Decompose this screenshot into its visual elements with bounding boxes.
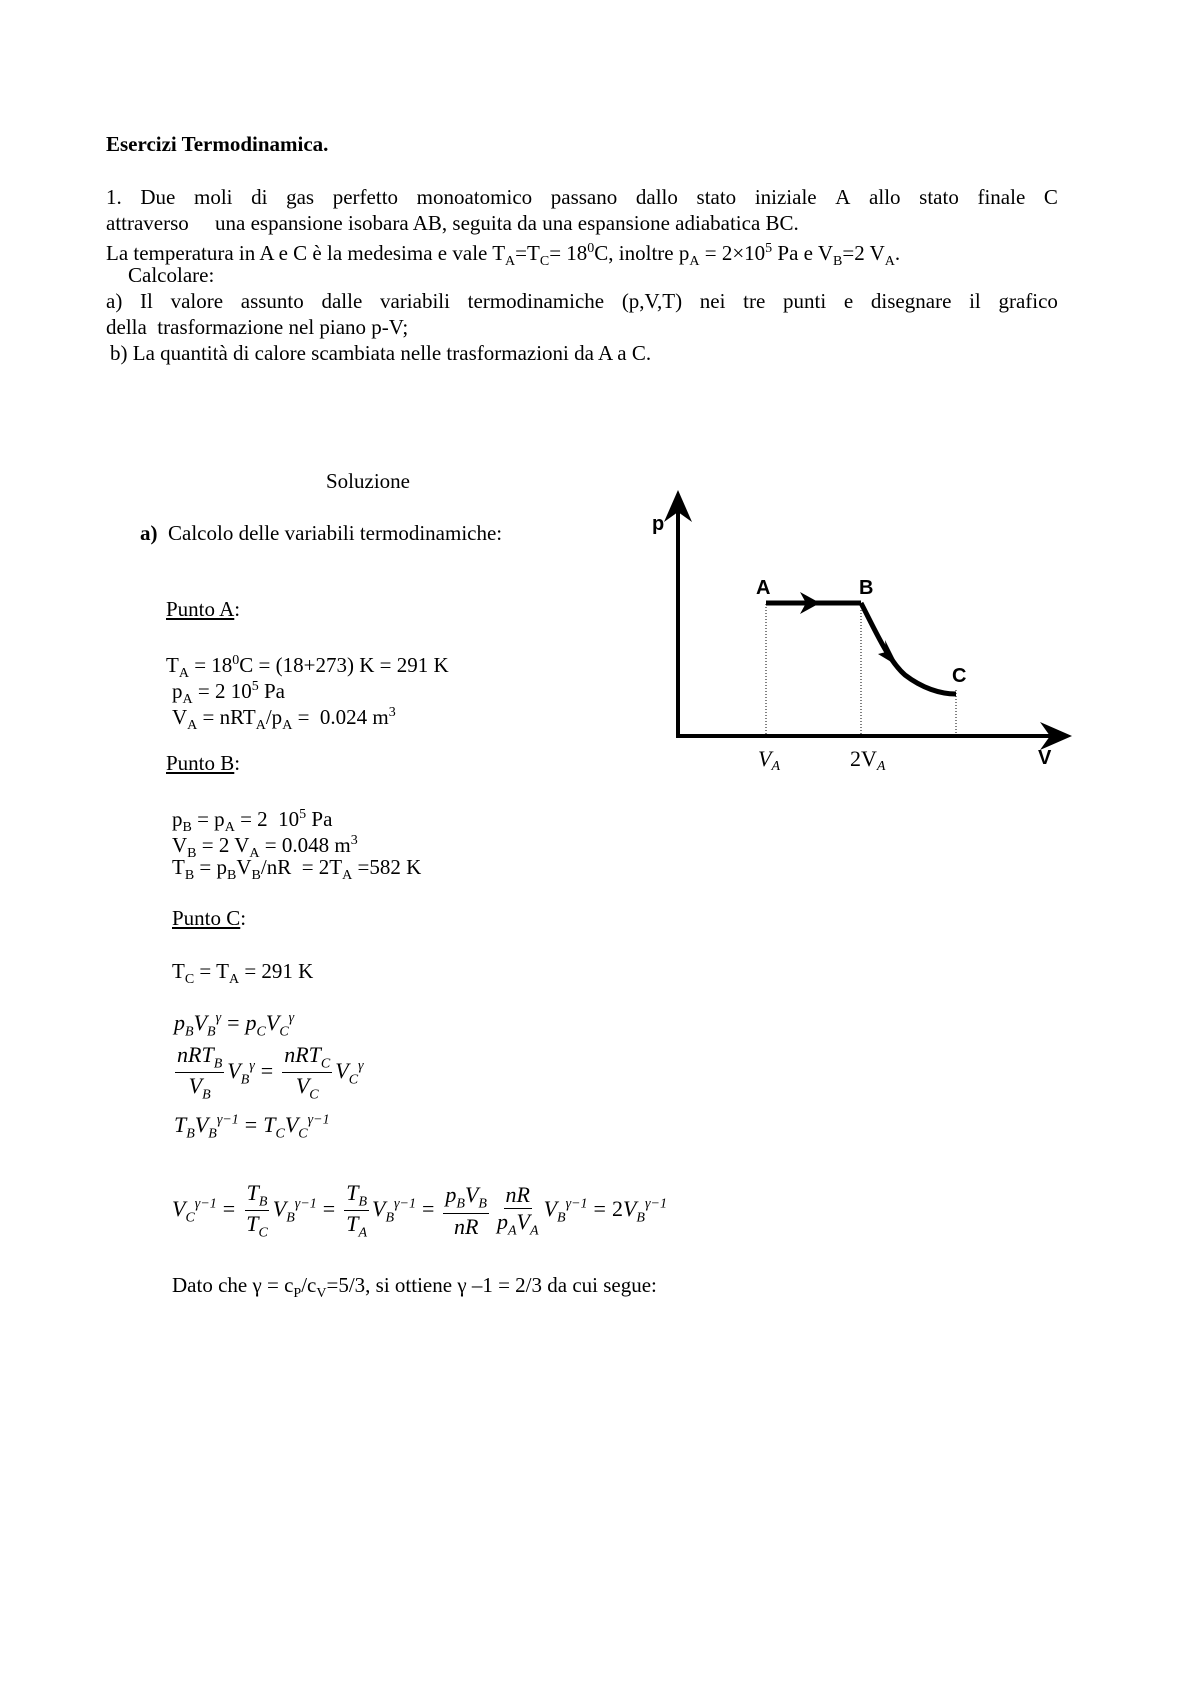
- problem-line-1: [106, 184, 1058, 210]
- problem-line-1-word: Due: [140, 185, 176, 209]
- eq-adiabatic-tv: $T_BV_B^{\gamma-1} = T_CV_C^{\gamma-1}$: [174, 1112, 330, 1142]
- problem-line-2: attraverso una espansione isobara AB, seguita da una espansione adiabatica BC.: [106, 211, 799, 235]
- problem-line-1-word: monoatomico: [416, 185, 533, 209]
- problem-item-a-line-1: [106, 288, 1058, 314]
- problem-item-a-word: punti: [783, 289, 827, 313]
- solution-heading: Soluzione: [326, 469, 410, 493]
- problem-line-3: La temperatura in A e C è la medesima e vale $T_A=T_C= 18^0C$, inoltre $p_A = 2\times 10^5$ Pa e $V_B=2$ $V_A$.: [106, 241, 901, 270]
- problem-item-a-word: il: [969, 289, 981, 313]
- problem-item-a-word: Il: [140, 289, 153, 313]
- problem-item-a-word: (p,V,T): [621, 289, 683, 313]
- punto-c-heading: Punto C:: [172, 906, 247, 930]
- axis-label-p: p: [652, 513, 665, 535]
- problem-item-a-word: tre: [743, 289, 766, 313]
- point-label-b: B: [859, 577, 874, 599]
- problem-line-1-word: stato: [696, 185, 737, 209]
- problem-item-a-line-2: della trasformazione nel piano p-V;: [106, 315, 409, 339]
- problem-line-1-word: allo: [869, 185, 901, 209]
- problem-line-1-word: moli: [194, 185, 233, 209]
- problem-item-a-word: nei: [699, 289, 726, 313]
- punto-b-heading: Punto B:: [166, 751, 241, 775]
- eq-tc: $T_C = T_A = 291$ K: [172, 959, 314, 988]
- eq-ta: $T_A = 18^0C = (18+273) K = 291$ K: [166, 653, 449, 682]
- adiabat-bc: [861, 603, 956, 694]
- eq-vc-derivation: $V_C^{\gamma-1}$ = $\frac{T_B}{T_C}$ $V_B^{\gamma-1}$ = $\frac{T_B}{T_A}$ $V_B^{\gamma-1}$ = $\frac{p_BV_B}{nR}$ $\frac{nR}{p_AV_A}$ $V_B^{\gamma-1} = 2V_B^{\gamma-1}$: [172, 1180, 667, 1241]
- problem-line-1-word: C: [1043, 185, 1058, 209]
- eq-vb: $V_B = 2$ $V_A = 0.048$ $m^3$: [172, 833, 358, 862]
- problem-line-1-word: iniziale: [754, 185, 817, 209]
- problem-line-1-word: di: [251, 185, 268, 209]
- eq-pb: $p_B = p_A = 2$ $10^5$ Pa: [172, 807, 333, 836]
- problem-item-a-word: termodinamiche: [467, 289, 605, 313]
- problem-item-a-word: assunto: [240, 289, 304, 313]
- point-label-c: C: [952, 665, 967, 687]
- problem-item-a-word: dalle: [321, 289, 363, 313]
- eq-adiabatic-nrt: $\frac{nRT_B}{V_B}$ $V_B^\gamma$ = $\frac{nRT_C}{V_C}$ $V_C^\gamma$: [177, 1042, 364, 1103]
- problem-item-a-word: grafico: [998, 289, 1058, 313]
- dato-che-line: Dato che $\gamma = c_P/c_V=5/3$, si ottiene γ –1 = 2/3 da cui segue:: [172, 1273, 657, 1302]
- problem-line-1-word: finale: [977, 185, 1026, 209]
- problem-line-1-word: dallo: [635, 185, 678, 209]
- point-label-a: A: [756, 577, 771, 599]
- eq-pa: $p_A = 2$ $10^5$ Pa: [172, 679, 285, 708]
- problem-line-1-word: passano: [550, 185, 618, 209]
- problem-item-a-word: disegnare: [870, 289, 952, 313]
- eq-va: $V_A = nRT_A/p_A = 0.024$ $m^3$: [172, 705, 396, 734]
- solution-part-a: a) Calcolo delle variabili termodinamiche:: [140, 521, 503, 545]
- problem-line-1-word: A: [835, 185, 851, 209]
- pv-diagram: [640, 480, 1080, 800]
- punto-a-heading: Punto A:: [166, 597, 241, 621]
- problem-item-a-word: valore: [170, 289, 224, 313]
- problem-line-1-word: perfetto: [332, 185, 399, 209]
- problem-line-1-word: gas: [286, 185, 315, 209]
- problem-line-1-word: stato: [919, 185, 959, 209]
- problem-item-a-word: e: [843, 289, 854, 313]
- eq-tb: $T_B = p_BV_B/nR = 2T_A =582$ K: [172, 855, 422, 884]
- problem-item-a-word: a): [106, 289, 123, 313]
- document-title: Esercizi Termodinamica.: [106, 132, 329, 156]
- problem-line-1-word: 1.: [106, 185, 122, 209]
- eq-adiabatic-pv: $p_BV_B^\gamma = p_CV_C^\gamma$: [174, 1010, 295, 1040]
- tick-label-va: VA: [758, 746, 781, 774]
- tick-label-2va: 2VA: [850, 746, 886, 774]
- problem-item-b: b) La quantità di calore scambiata nelle trasformazioni da A a C.: [110, 341, 652, 365]
- problem-item-a-word: variabili: [379, 289, 450, 313]
- calcolare-label: Calcolare:: [128, 263, 215, 287]
- axis-label-v: V: [1038, 747, 1052, 769]
